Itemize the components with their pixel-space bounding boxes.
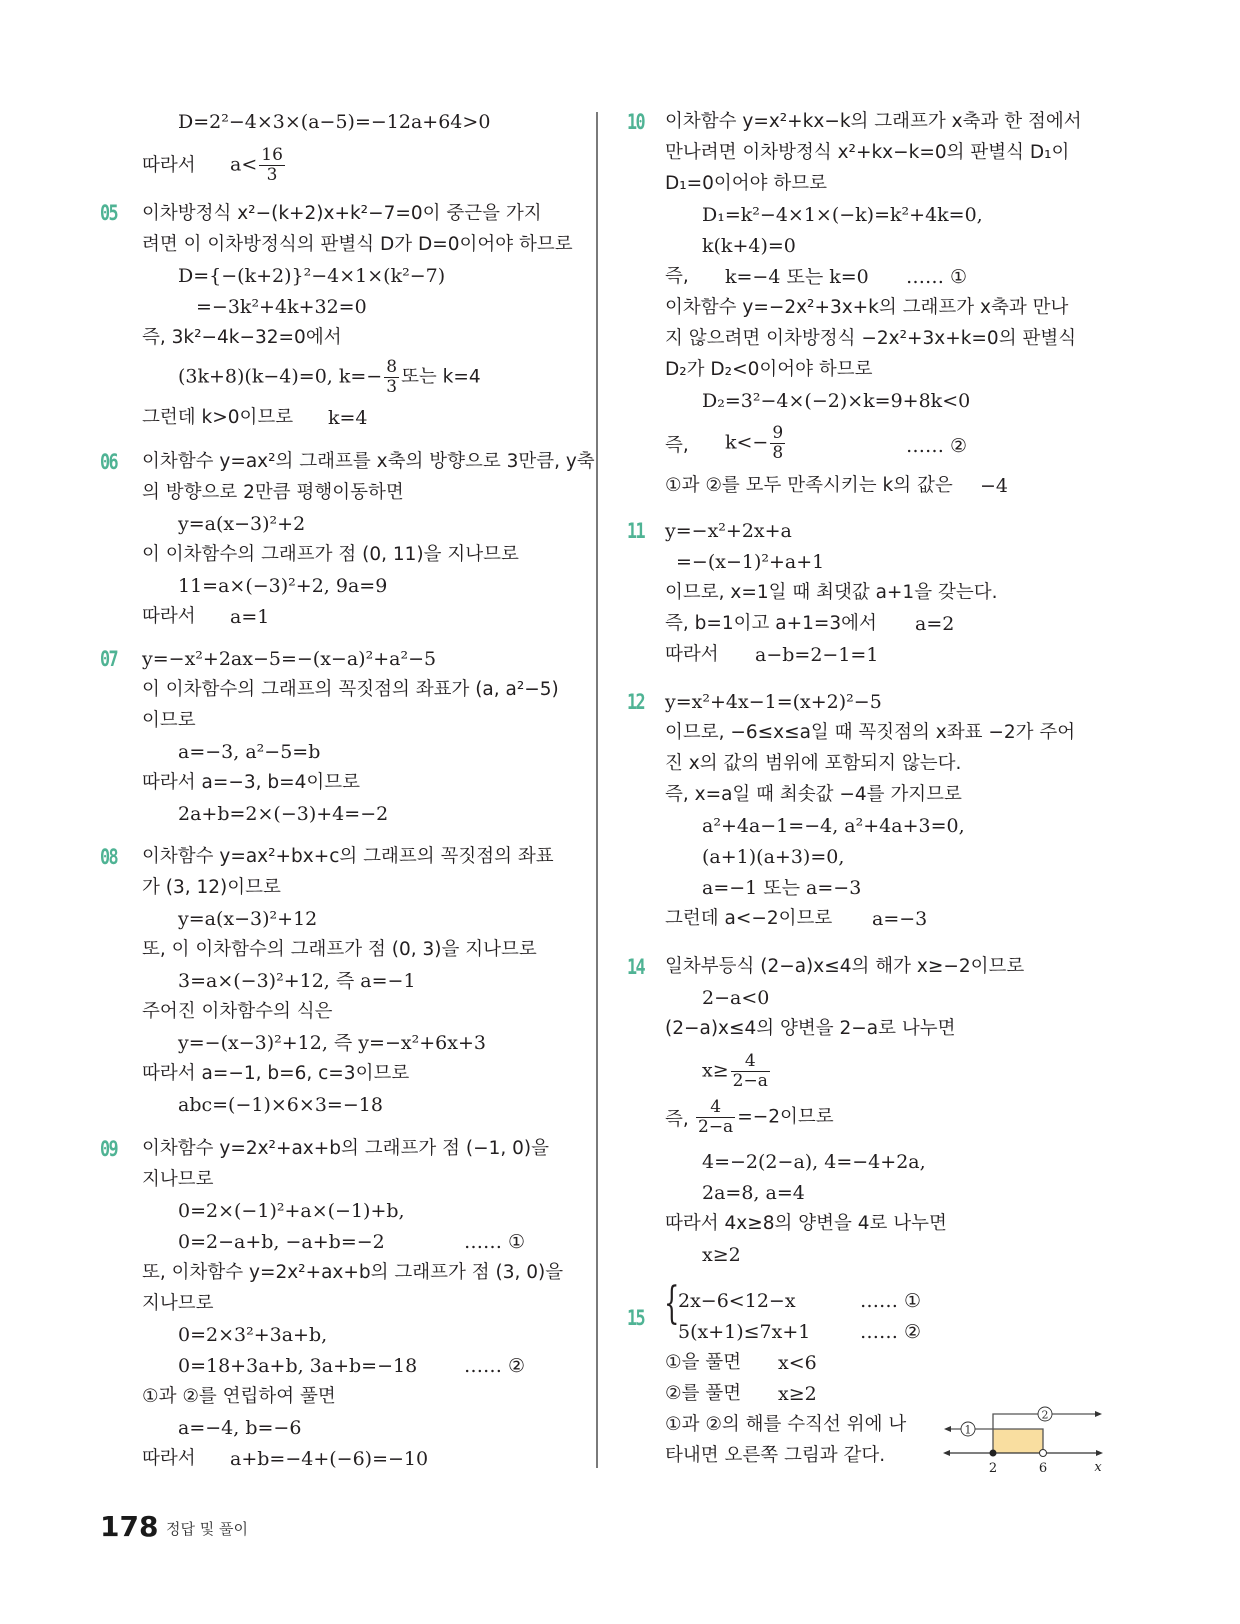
- ray-label-2: 2: [1041, 1408, 1049, 1422]
- inequality-text: a<: [230, 153, 258, 176]
- math-line: a=−4, b=−6: [178, 1417, 302, 1439]
- math-line: y=−x²+2ax−5=−(x−a)²+a²−5: [142, 648, 437, 670]
- math-line: a=−3, a²−5=b: [178, 741, 321, 763]
- problem-number: 05: [100, 201, 118, 225]
- system-brace: {: [664, 1278, 680, 1329]
- solution-region: [993, 1429, 1043, 1453]
- tick-label-6: 6: [1038, 1461, 1048, 1476]
- text-line: 이차방정식 x²−(k+2)x+k²−7=0이 중근을 가지: [142, 203, 542, 224]
- math-line: 2a=8, a=4: [702, 1182, 805, 1204]
- math-line: k<− $\frac{9}{8}$: [725, 423, 784, 463]
- math-line: 5(x+1)≤7x+1: [678, 1321, 811, 1343]
- answer-value: a=2: [915, 613, 955, 635]
- text-line: 이 이차함수의 그래프가 점 (0, 11)을 지나므로: [142, 544, 519, 565]
- text-line: 따라서 a=−3, b=4이므로: [142, 772, 360, 793]
- answer-value: a=−3: [872, 908, 928, 930]
- axis-label-x: x: [1094, 1460, 1102, 1475]
- math-line: [230, 146, 287, 185]
- math-line: y=x²+4x−1=(x+2)²−5: [665, 691, 882, 713]
- math-line: D₁=k²−4×1×(−k)=k²+4k=0,: [702, 204, 983, 226]
- text-line: ①과 ②를 연립하여 풀면: [142, 1386, 336, 1407]
- math-line: 4=−2(2−a), 4=−4+2a,: [702, 1151, 926, 1173]
- text-line: 주어진 이차함수의 식은: [142, 1001, 333, 1022]
- math-line: 0=2×(−1)²+a×(−1)+b,: [178, 1200, 405, 1222]
- problem-number: 12: [627, 690, 645, 714]
- answer-value: −4: [980, 475, 1009, 497]
- ray-label-1: 1: [964, 1423, 972, 1437]
- arrow-right-icon: [1095, 1411, 1102, 1417]
- text-line: 즉,: [665, 1109, 689, 1130]
- answer-value: k=4: [328, 407, 368, 429]
- text-line: 일차부등식 (2−a)x≤4의 해가 x≥−2이므로: [665, 956, 1025, 977]
- text-line: ①과 ②를 모두 만족시키는 k의 값은: [665, 475, 953, 496]
- text-line: 이차함수 y=ax²의 그래프를 x축의 방향으로 3만큼, y축: [142, 451, 595, 472]
- text-line: 또, 이 이차함수의 그래프가 점 (0, 3)을 지나므로: [142, 939, 537, 960]
- problem-number: 14: [627, 955, 645, 979]
- text-line: 이차함수 y=−2x²+3x+k의 그래프가 x축과 만나: [665, 297, 1069, 318]
- text-line: 가 (3, 12)이므로: [142, 877, 281, 898]
- math-line: =−3k²+4k+32=0: [196, 296, 367, 318]
- equation-marker: …… ②: [464, 1355, 526, 1377]
- math-line: D=2²−4×3×(a−5)=−12a+64>0: [178, 111, 491, 133]
- math-line: x≥2: [778, 1383, 817, 1405]
- text-line: D₁=0이어야 하므로: [665, 173, 828, 194]
- math-line: a=−1 또는 a=−3: [702, 877, 862, 899]
- math-line: 0=2−a+b, −a+b=−2: [178, 1231, 385, 1253]
- math-line: (a+1)(a+3)=0,: [702, 846, 845, 868]
- math-line: a²+4a−1=−4, a²+4a+3=0,: [702, 815, 965, 837]
- axis-arrow-right-icon: [1096, 1450, 1103, 1456]
- text-line: 이므로: [142, 710, 196, 731]
- text-line: 즉, 3k²−4k−32=0에서: [142, 327, 342, 348]
- math-line: x≥2: [702, 1244, 741, 1266]
- problem-number: 15: [627, 1306, 645, 1330]
- text-line: 그런데 k>0이므로: [142, 407, 294, 428]
- math-line: y=−x²+2x+a: [665, 520, 792, 542]
- equation-marker: …… ②: [860, 1321, 922, 1343]
- fraction: $\frac{8}{3}$: [386, 357, 398, 397]
- problem-number: 07: [100, 647, 118, 671]
- text-line: 지나므로: [142, 1293, 214, 1314]
- math-line: k=−4 또는 k=0: [725, 266, 869, 288]
- math-line: 0=2×3²+3a+b,: [178, 1324, 328, 1346]
- section-label: 정답 및 풀이: [166, 1520, 248, 1538]
- text-line: 또, 이차함수 y=2x²+ax+b의 그래프가 점 (3, 0)을: [142, 1262, 564, 1283]
- math-line: D₂=3²−4×(−2)×k=9+8k<0: [702, 390, 971, 412]
- text-line: 이므로, x=1일 때 최댓값 a+1을 갖는다.: [665, 582, 998, 603]
- math-line: y=a(x−3)²+2: [178, 513, 306, 535]
- fraction: $\frac{4}{2-a}$: [732, 1051, 768, 1091]
- problem-number: 10: [627, 110, 645, 134]
- text-line: 이차함수 y=x²+kx−k의 그래프가 x축과 한 점에서: [665, 111, 1082, 132]
- math-line: 3=a×(−3)²+12, 즉 a=−1: [178, 970, 416, 992]
- fraction: $\frac{16}{3}$: [261, 145, 283, 185]
- math-line: x≥ $\frac{4}{2-a}$: [702, 1051, 768, 1091]
- tick-label-2: 2: [988, 1461, 998, 1476]
- text-line: 즉,: [665, 435, 689, 456]
- open-point-6: [1040, 1450, 1047, 1457]
- text-line: (2−a)x≤4의 양변을 2−a로 나누면: [665, 1018, 956, 1039]
- text-line: 따라서: [142, 155, 196, 176]
- equation-marker: …… ①: [906, 266, 968, 288]
- text-line: ①과 ②의 해를 수직선 위에 나: [665, 1414, 907, 1435]
- math-line: 2a+b=2×(−3)+4=−2: [178, 803, 389, 825]
- text-line: D₂가 D₂<0이어야 하므로: [665, 359, 873, 380]
- problem-number: 11: [627, 519, 645, 543]
- text-line: 지나므로: [142, 1169, 214, 1190]
- closed-point-2: [990, 1450, 997, 1457]
- text-line: 이차함수 y=ax²+bx+c의 그래프의 꼭짓점의 좌표: [142, 846, 554, 867]
- math-line: (3k+8)(k−4)=0, k=− $\frac{8}{3}$ 또는 k=4: [178, 357, 481, 397]
- math-line: x<6: [778, 1352, 817, 1374]
- text-line: 이므로, −6≤x≤a일 때 꼭짓점의 x좌표 −2가 주어: [665, 722, 1076, 743]
- text-line: 따라서: [142, 1448, 196, 1469]
- math-line: abc=(−1)×6×3=−18: [178, 1094, 383, 1116]
- problem-number: 08: [100, 845, 118, 869]
- equation-marker: …… ①: [464, 1231, 526, 1253]
- math-line: 0=18+3a+b, 3a+b=−18: [178, 1355, 418, 1377]
- number-line-diagram: [940, 1400, 1110, 1480]
- text-line: 진 x의 값의 범위에 포함되지 않는다.: [665, 753, 962, 774]
- problem-number: 09: [100, 1137, 118, 1161]
- math-line: =−(x−1)²+a+1: [676, 551, 825, 573]
- math-line: 2−a<0: [702, 987, 770, 1009]
- problem-number: 06: [100, 450, 118, 474]
- answer-value: a=1: [230, 606, 270, 628]
- text-line: 따라서 4x≥8의 양변을 4로 나누면: [665, 1213, 947, 1234]
- text-line: ②를 풀면: [665, 1383, 742, 1404]
- text-line: 즉, x=a일 때 최솟값 −4를 가지므로: [665, 784, 962, 805]
- equation-marker: …… ②: [906, 435, 968, 457]
- math-line: 11=a×(−3)²+2, 9a=9: [178, 575, 388, 597]
- math-line: $\frac{4}{2-a}$ =−2이므로: [698, 1097, 834, 1137]
- text-line: 즉,: [665, 266, 689, 287]
- equation-marker: …… ①: [860, 1290, 922, 1312]
- text-line: 의 방향으로 2만큼 평행이동하면: [142, 482, 404, 503]
- math-line: y=−(x−3)²+12, 즉 y=−x²+6x+3: [178, 1032, 486, 1054]
- page-number: 178: [100, 1510, 159, 1543]
- answer-value: a+b=−4+(−6)=−10: [230, 1448, 429, 1470]
- text-line: 이 이차함수의 그래프의 꼭짓점의 좌표가 (a, a²−5): [142, 679, 559, 700]
- math-line: D={−(k+2)}²−4×1×(k²−7): [178, 265, 446, 287]
- axis-arrow-left-icon: [943, 1450, 950, 1456]
- fraction: $\frac{9}{8}$: [772, 423, 784, 463]
- math-line: y=a(x−3)²+12: [178, 908, 318, 930]
- text-line: 따라서: [142, 606, 196, 627]
- text-line: 즉, b=1이고 a+1=3에서: [665, 613, 877, 634]
- text-line: 따라서 a=−1, b=6, c=3이므로: [142, 1063, 410, 1084]
- math-line: 2x−6<12−x: [678, 1290, 796, 1312]
- arrow-left-icon: [944, 1426, 951, 1432]
- text-line: 따라서: [665, 644, 719, 665]
- text-line: 만나려면 이차방정식 x²+kx−k=0의 판별식 D₁이: [665, 142, 1070, 163]
- text-line: ①을 풀면: [665, 1352, 742, 1373]
- text-line: 그런데 a<−2이므로: [665, 908, 833, 929]
- text-line: 지 않으려면 이차방정식 −2x²+3x+k=0의 판별식: [665, 328, 1077, 349]
- column-divider: [596, 112, 598, 1468]
- text-line: 타내면 오른쪽 그림과 같다.: [665, 1445, 886, 1466]
- text-line: 이차함수 y=2x²+ax+b의 그래프가 점 (−1, 0)을: [142, 1138, 549, 1159]
- fraction: $\frac{4}{2-a}$: [698, 1097, 734, 1137]
- answer-value: a−b=2−1=1: [755, 644, 879, 666]
- text-line: 려면 이 이차방정식의 판별식 D가 D=0이어야 하므로: [142, 234, 573, 255]
- math-line: k(k+4)=0: [702, 235, 796, 257]
